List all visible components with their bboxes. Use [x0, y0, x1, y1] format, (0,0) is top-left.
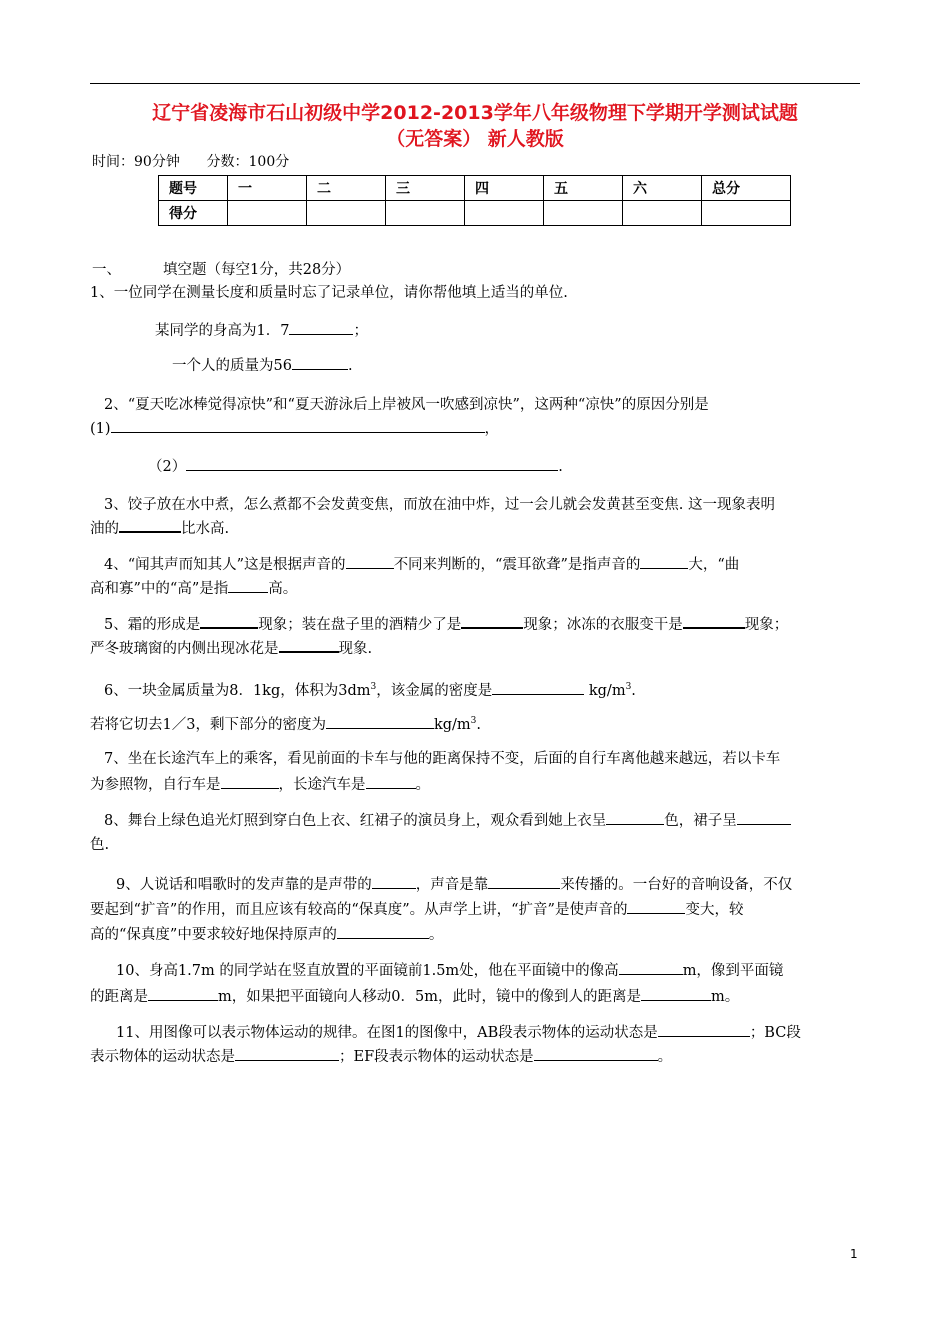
question-text: . — [476, 716, 481, 733]
question-text: 现象； — [744, 617, 789, 633]
question-text: 现象；冰冻的衣服变干是 — [523, 617, 683, 633]
question-text: . — [631, 682, 636, 699]
question-text: 现象；装在盘子里的酒精少了是 — [258, 617, 462, 633]
question-1-intro: 1、一位同学在测量长度和质量时忘了记录单位，请你帮他填上适当的单位. — [90, 285, 568, 301]
answer-blank[interactable] — [737, 809, 791, 825]
superscript: 3 — [470, 716, 477, 726]
table-cell: 二 — [307, 176, 386, 201]
question-text: 为参照物，自行车是 — [90, 777, 221, 793]
question-2: 2、“夏天吃冰棒觉得凉快”和“夏天游泳后上岸被风一吹感到凉快”，这两种“凉快”的原因分别是 — [104, 397, 709, 413]
question-text: 色，裙子呈 — [664, 813, 737, 829]
answer-blank[interactable] — [221, 773, 279, 789]
question-text: ，该金属的密度是 — [376, 682, 493, 699]
question-text: （2） — [148, 459, 187, 475]
question-text: 大，“曲 — [688, 557, 740, 573]
score-cell[interactable] — [307, 201, 386, 226]
exam-info: 时间：90分钟 分数：100分 — [92, 154, 290, 170]
question-text: kg/m — [433, 716, 471, 733]
answer-blank[interactable] — [119, 516, 181, 533]
question-text: 来传播的。一台好的音响设备，不仅 — [560, 877, 793, 893]
table-cell: 题号 — [159, 176, 228, 201]
score-cell[interactable] — [465, 201, 544, 226]
question-text: 不同来判断的，“震耳欲聋”是指声音的 — [393, 557, 641, 573]
score-cell[interactable] — [228, 201, 307, 226]
question-text: 表示物体的运动状态是 — [90, 1049, 235, 1065]
answer-blank[interactable] — [228, 577, 268, 593]
question-text: m，如果把平面镜向人移动0．5m，此时，镜中的像到人的距离是 — [218, 989, 641, 1005]
question-9-c — [90, 920, 862, 950]
question-text: m，像到平面镜 — [682, 963, 784, 979]
answer-blank[interactable] — [186, 455, 558, 471]
answer-blank[interactable] — [606, 809, 664, 825]
score-table-score-row — [159, 201, 791, 226]
question-text: 现象. — [338, 641, 373, 657]
answer-blank[interactable] — [346, 553, 394, 569]
question-text: ；BC段 — [749, 1025, 801, 1041]
score-table-header-row — [159, 176, 791, 201]
question-text: 11、用图像可以表示物体运动的规律。在图1的图像中，AB段表示物体的运动状态是 — [116, 1025, 658, 1041]
answer-blank[interactable] — [619, 959, 683, 975]
table-cell: 四 — [465, 176, 544, 201]
question-text: 。 — [428, 927, 444, 943]
question-7: 7、坐在长途汽车上的乘客，看见前面的卡车与他的距离保持不变，后面的自行车离他越来越远，若以卡车 — [104, 751, 781, 767]
question-text: 高。 — [268, 581, 298, 597]
question-text: ， — [484, 421, 500, 437]
question-text: 若将它切去1／3，剩下部分的密度为 — [90, 716, 326, 733]
score-cell[interactable] — [623, 201, 702, 226]
superscript: 3 — [625, 682, 632, 692]
question-text: 严冬玻璃窗的内侧出现冰花是 — [90, 641, 279, 657]
question-text: 某同学的身高为1．7 — [155, 323, 290, 339]
question-text: 9、人说话和唱歌时的发声靠的是声带的 — [116, 877, 372, 893]
question-text: ，长途汽车是 — [278, 777, 366, 793]
answer-blank[interactable] — [289, 319, 353, 335]
answer-blank[interactable] — [640, 553, 688, 569]
table-cell: 总分 — [702, 176, 791, 201]
table-cell: 得分 — [159, 201, 228, 226]
answer-blank[interactable] — [658, 1021, 750, 1037]
question-text: 要起到“扩音”的作用，而且应该有较高的“保真度”。从声学上讲，“扩音”是使声音的 — [90, 902, 628, 918]
question-10-b — [90, 982, 862, 1012]
question-text: . — [347, 358, 353, 374]
question-text: kg/m — [588, 682, 626, 699]
score-cell[interactable] — [544, 201, 623, 226]
question-text: m。 — [710, 989, 740, 1005]
section-title: 填空题（每空1分，共28分） — [163, 262, 351, 278]
answer-blank[interactable] — [148, 985, 218, 1001]
answer-blank[interactable] — [683, 612, 745, 629]
answer-blank[interactable] — [292, 354, 348, 370]
answer-blank[interactable] — [111, 417, 485, 433]
question-text: 。 — [415, 777, 430, 793]
header-rule — [90, 83, 860, 84]
question-5-b — [90, 634, 862, 664]
question-text: 一个人的质量为56 — [172, 358, 292, 374]
table-cell: 六 — [623, 176, 702, 201]
score-cell[interactable] — [702, 201, 791, 226]
question-text: 10、身高1.7m 的同学站在竖直放置的平面镜前1.5m处，他在平面镜中的像高 — [116, 963, 619, 979]
question-text: 6、一块金属质量为8．1kg，体积为3dm — [104, 682, 371, 699]
question-7-b — [90, 770, 862, 800]
score-cell[interactable] — [386, 201, 465, 226]
question-2-part-2 — [148, 452, 848, 482]
question-text: 8、舞台上绿色追光灯照到穿白色上衣、红裙子的演员身上，观众看到她上衣呈 — [104, 813, 607, 829]
question-text: 5、霜的形成是 — [104, 617, 201, 633]
question-3-b — [90, 514, 862, 544]
document-subtitle: （无答案） 新人教版 — [386, 128, 564, 150]
answer-blank[interactable] — [235, 1045, 339, 1061]
answer-blank[interactable] — [200, 612, 258, 629]
question-text: 4、“闻其声而知其人”这是根据声音的 — [104, 557, 346, 573]
section-number: 一、 — [92, 262, 121, 278]
question-text: ；EF段表示物体的运动状态是 — [339, 1049, 534, 1065]
question-text: 的距离是 — [90, 989, 148, 1005]
answer-blank[interactable] — [366, 773, 416, 789]
question-text: 高和寡”中的“高”是指 — [90, 581, 229, 597]
answer-blank[interactable] — [279, 636, 339, 653]
question-text: 高的“保真度”中要求较好地保持原声的 — [90, 927, 337, 943]
answer-blank[interactable] — [627, 898, 685, 914]
question-text: ； — [353, 323, 368, 339]
question-1-b — [172, 351, 852, 381]
answer-blank[interactable] — [488, 873, 560, 889]
table-cell: 一 — [228, 176, 307, 201]
answer-blank[interactable] — [641, 985, 711, 1001]
question-8-b: 色. — [90, 837, 110, 853]
question-6-b — [90, 706, 862, 740]
question-3: 3、饺子放在水中煮，怎么煮都不会发黄变焦，而放在油中炸，过一会儿就会发黄甚至变焦. 这一现象表明 — [104, 497, 775, 513]
answer-blank[interactable] — [372, 873, 416, 889]
question-text: . — [558, 459, 563, 475]
answer-blank[interactable] — [534, 1045, 658, 1061]
answer-blank[interactable] — [337, 923, 429, 939]
answer-blank[interactable] — [326, 713, 434, 729]
answer-blank[interactable] — [461, 612, 523, 629]
question-text: 。 — [657, 1049, 673, 1065]
document-title: 辽宁省凌海市石山初级中学2012-2013学年八年级物理下学期开学测试试题 — [152, 102, 798, 124]
superscript: 3 — [370, 682, 377, 692]
question-4-b — [90, 574, 862, 604]
question-11-b — [90, 1042, 862, 1072]
question-text: (1) — [90, 421, 111, 437]
table-cell: 五 — [544, 176, 623, 201]
page-number: 1 — [850, 1247, 858, 1261]
question-text: ，声音是靠 — [415, 877, 489, 893]
score-table — [158, 175, 791, 226]
question-1-a — [155, 316, 855, 346]
question-2-part-1 — [90, 414, 862, 444]
question-text: 变大，较 — [685, 902, 744, 918]
answer-blank[interactable] — [492, 679, 584, 695]
question-text: 油的 — [90, 521, 119, 537]
table-cell: 三 — [386, 176, 465, 201]
question-text: 比水高. — [181, 521, 230, 537]
question-6 — [104, 672, 864, 706]
